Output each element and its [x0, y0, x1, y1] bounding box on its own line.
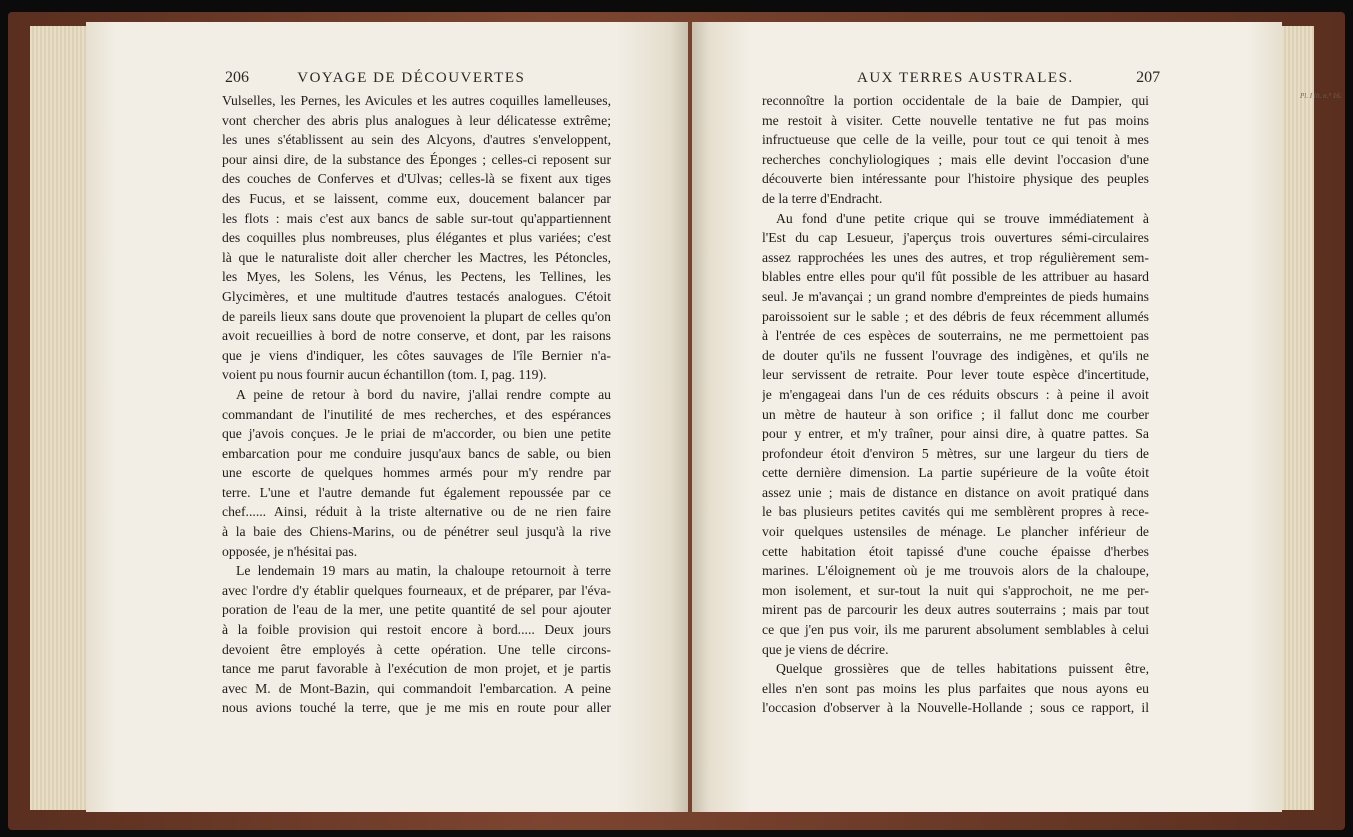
text-line: Vulselles, les Pernes, les Avicules et les autres coquilles lamelleuses, [222, 93, 611, 108]
text-line: poration de l'eau de la mer, une petite quantité de sel pour ajouter [222, 602, 611, 618]
text-line: l'occasion d'observer à la Nouvelle-Hollande ; sous ce rapport, il [762, 700, 1149, 716]
text-line: une escorte de quelques hommes armés pour m'y rendre par [222, 465, 611, 481]
left-running-header [225, 69, 525, 87]
text-line: vont chercher des abris plus analogues à leur délicatesse extrême; [222, 112, 611, 128]
text-line: que je viens d'indiquer, les côtes sauvages de l'île Bernier n'a- [222, 347, 611, 363]
text-line: de la terre d'Endracht. [762, 190, 883, 206]
text-line: avec M. de Mont-Bazin, qui commandoit l'embarcation. A peine [222, 680, 611, 696]
text-line: que je viens de décrire. [762, 641, 889, 657]
text-line: assez unie ; mais de distance en distance on avoit pratiqué dans [762, 484, 1149, 500]
text-line: un mètre de hauteur à son orifice ; il fallut donc me courber [762, 406, 1149, 422]
text-line: Glycimères, et une multitude d'autres testacés analogues. C'étoit [222, 288, 611, 304]
text-line: l'Est du cap Lesueur, j'aperçus trois ouvertures sémi-circulaires [762, 230, 1149, 246]
text-line: avoit recueillies à bord de notre conserve, et dont, par les raisons [222, 328, 611, 344]
text-line: infructueuse que celle de la veille, pour tout ce qui tenoit à mes [762, 132, 1149, 148]
text-line: blables entre elles pour qu'il fût possible de les attribuer au hasard [762, 269, 1149, 285]
text-line: voient pu nous fournir aucun échantillon (tom. I, pag. 119). [222, 367, 547, 383]
text-line: pour y entrer, et m'y traîner, pour ainsi dire, à quatre pattes. Sa [762, 426, 1149, 442]
left-running-head: VOYAGE DE DÉCOUVERTES [297, 70, 526, 86]
text-line: je m'engageai dans l'un de ces réduits obscurs : à peine il avoit [762, 386, 1149, 402]
text-line: de douter qu'ils ne fussent l'ouvrage des indigènes, et qu'ils ne [762, 347, 1149, 363]
text-line: à la baie des Chiens-Marins, ou de pénétrer seul jusqu'à la rive [222, 524, 611, 540]
text-line: reconnoître la portion occidentale de la baie de Dampier, qui [762, 93, 1149, 108]
text-line: découverte bien intéressante pour l'histoire physique des peuples [762, 171, 1149, 187]
text-line: assez rapprochées les unes des autres, et trop régulièrement sem- [762, 249, 1149, 265]
text-line: de pareils lieux sans doute que provenoient la plupart de celles qu'on [222, 308, 611, 324]
text-line: recherches conchyliologiques ; mais elle devint l'occasion d'une [762, 151, 1149, 167]
margin-note: Pl. I lit. n.° 16. [1300, 92, 1342, 100]
text-line: ce que j'en pus voir, ils me parurent absolument semblables à celui [762, 622, 1149, 638]
text-line: A peine de retour à bord du navire, j'allai rendre compte au [236, 386, 611, 402]
text-line: les flots : mais c'est aux bancs de sable sur-tout qu'appartiennent [222, 210, 611, 226]
text-line: cette dernière dimension. La partie supérieure de la voûte étoit [762, 465, 1149, 481]
text-line: les unes s'établissent au sein des Alcyons, d'autres s'enveloppent, [222, 132, 611, 148]
text-line: marines. L'éloignement où je me trouvois alors de la chaloupe, [762, 563, 1149, 579]
text-line: chef...... Ainsi, réduit à la triste alternative ou de ne rien faire [222, 504, 611, 520]
text-line: me restoit à visiter. Cette nouvelle tentative ne fut pas moins [762, 112, 1149, 128]
text-line: seul. Je m'avançai ; un grand nombre d'empreintes de pieds humains [762, 288, 1149, 304]
text-line: Quelque grossières que de telles habitations puissent être, [776, 661, 1149, 677]
right-page-edges [1282, 26, 1314, 810]
text-line: cette habitation étoit tapissé d'une couche épaisse d'herbes [762, 543, 1149, 559]
left-page-number: 206 [225, 69, 249, 86]
text-line: mirent pas de parcourir les deux autres souterrains ; mais par tout [762, 602, 1149, 618]
text-line: les Myes, les Solens, les Vénus, les Pectens, les Tellines, les [222, 269, 611, 285]
text-line: là que le naturaliste doit aller chercher les Mactres, les Pétoncles, [222, 249, 611, 265]
left-page-text [222, 91, 611, 718]
text-line: tance me parut favorable à l'exécution de mon projet, et je partis [222, 661, 611, 677]
right-running-head: AUX TERRES AUSTRALES. [857, 70, 1074, 86]
text-line: paroissoient sur le sable ; et des débris de feux récemment allumés [762, 308, 1149, 324]
text-line: à l'entrée de ces espèces de souterrains, ne me permettoient pas [762, 328, 1149, 344]
text-line: Au fond d'une petite crique qui se trouve immédiatement à [776, 210, 1149, 226]
text-line: embarcation pour me conduire jusqu'aux bancs de sable, ou bien [222, 445, 611, 461]
text-line: devoient être employés à cette opération. Une telle circons- [222, 641, 611, 657]
right-running-header [857, 69, 1160, 87]
right-page-text [762, 91, 1149, 718]
text-line: opposée, je n'hésitai pas. [222, 543, 358, 559]
text-line: elles n'en sont pas moins les plus parfaites que nous ayons eu [762, 680, 1149, 696]
text-line: mon isolement, et sur-tout la nuit qui s'approchoit, ne me per- [762, 582, 1149, 598]
text-line: nous avions touché la terre, que je me mis en route pour aller [222, 700, 611, 716]
text-line: leur servissent de retraite. Pour lever toute espèce d'incertitude, [762, 367, 1149, 383]
text-line: pour ainsi dire, de la substance des Éponges ; celles-ci reposent sur [222, 151, 611, 167]
text-line: à la foible provision qui restoit encore à bord..... Deux jours [222, 622, 611, 638]
text-line: des coquilles plus nombreuses, plus élégantes et plus variées; c'est [222, 230, 611, 246]
text-line: terre. L'une et l'autre demande fut également repoussée par ce [222, 484, 611, 500]
text-line: commandant de l'inutilité de mes recherches, et des espérances [222, 406, 611, 422]
text-line: le bas plusieurs petites cavités qui me semblèrent propres à rece- [762, 504, 1149, 520]
left-page-edges [30, 26, 88, 810]
text-line: profondeur étoit d'environ 5 mètres, sur une largeur du tiers de [762, 445, 1149, 461]
right-page-number: 207 [1136, 69, 1161, 86]
text-line: avec l'ordre d'y établir quelques fourneaux, et de préparer, par l'éva- [222, 582, 611, 598]
text-line: des couches de Conferves et d'Ulvas; celles-là se fixent aux tiges [222, 171, 611, 187]
text-line: des Fucus, et se laissent, comme eux, doucement balancer par [222, 190, 611, 206]
text-line: Le lendemain 19 mars au matin, la chaloupe retournoit à terre [236, 563, 611, 579]
text-line: voir quelques ustensiles de ménage. Le plancher inférieur de [762, 524, 1149, 540]
text-line: que j'avois conçues. Je le priai de m'accorder, ou bien une petite [222, 426, 611, 442]
